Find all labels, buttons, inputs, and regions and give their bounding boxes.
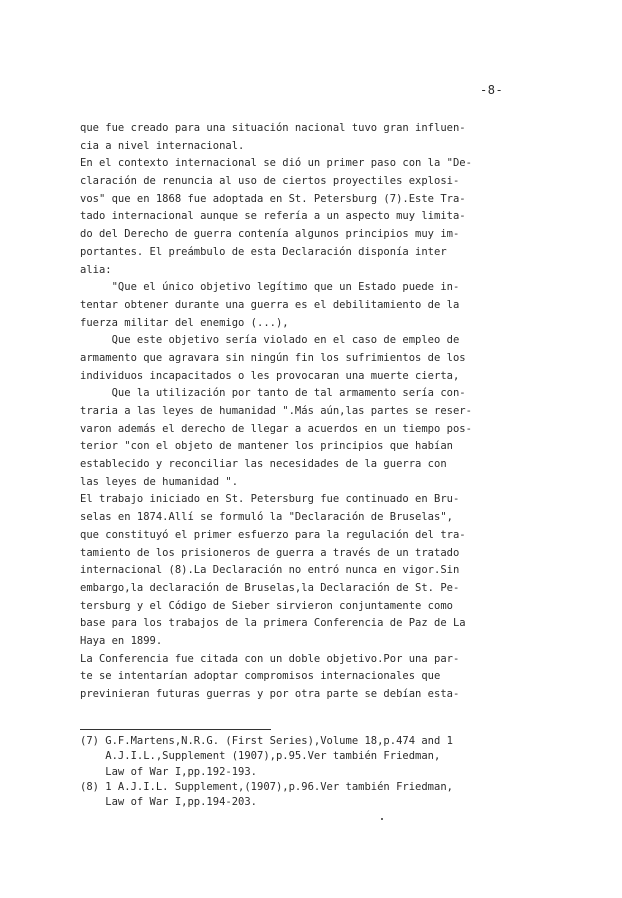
body-line: las leyes de humanidad ". <box>80 475 239 488</box>
body-line: claración de renuncia al uso de ciertos proyectiles explosi- <box>80 175 460 188</box>
body-line: tentar obtener durante una guerra es el debilitamiento de la <box>80 298 460 311</box>
body-line: Que la utilización por tanto de tal armamento sería con- <box>80 387 466 400</box>
footnote-line: Law of War I,pp.194-203. <box>80 796 258 809</box>
body-line: fuerza militar del enemigo (...), <box>80 316 289 329</box>
footnote-line: (7) G.F.Martens,N.R.G. (First Series),Volume 18,p.474 and 1 <box>80 735 453 747</box>
body-text <box>80 120 550 704</box>
body-line: alia: <box>80 263 112 276</box>
footnote-rule <box>80 729 271 730</box>
body-line: tado internacional aunque se refería a un aspecto muy limita- <box>80 210 466 223</box>
body-line: tersburg y el Código de Sieber sirvieron conjuntamente como <box>80 599 453 612</box>
body-line: En el contexto internacional se dió un primer paso con la "De- <box>80 157 472 170</box>
body-line: armamento que agravara sin ningún fin los sufrimientos de los <box>80 351 466 364</box>
footnote-line: (8) 1 A.J.I.L. Supplement,(1907),p.96.Ver también Friedman, <box>80 780 453 793</box>
body-line: Haya en 1899. <box>80 634 163 647</box>
body-line: que constituyó el primer esfuerzo para la regulación del tra- <box>80 528 466 541</box>
body-line: do del Derecho de guerra contenía algunos principios muy im- <box>80 228 460 241</box>
body-line: traria a las leyes de humanidad ".Más aún,las partes se reser- <box>80 405 472 417</box>
body-line: individuos incapacitados o les provocaran una muerte cierta, <box>80 369 460 382</box>
body-line: terior "con el objeto de mantener los principios que habían <box>80 440 453 453</box>
body-line: vos" que en 1868 fue adoptada en St. Petersburg (7).Este Tra- <box>80 192 466 205</box>
footnote-line: Law of War I,pp.192-193. <box>80 765 258 778</box>
body-line: varon además el derecho de llegar a acuerdos en un tiempo pos- <box>80 422 472 435</box>
body-line: establecido y reconciliar las necesidades de la guerra con <box>80 458 447 471</box>
body-line: previnieran futuras guerras y por otra parte se debían esta- <box>80 688 460 700</box>
body-line: portantes. El preámbulo de esta Declaración disponía inter <box>80 245 447 258</box>
body-line: La Conferencia fue citada con un doble objetivo.Por una par- <box>80 652 460 665</box>
footnotes <box>80 734 550 810</box>
body-line: que fue creado para una situación nacional tuvo gran influen- <box>80 122 466 134</box>
body-line: te se intentarían adoptar compromisos internacionales que <box>80 670 441 683</box>
body-line: "Que el único objetivo legítimo que un Estado puede in- <box>80 281 460 294</box>
body-line: embargo,la declaración de Bruselas,la Declaración de St. Pe- <box>80 581 460 594</box>
body-line: tamiento de los prisioneros de guerra a través de un tratado <box>80 546 460 559</box>
body-line: internacional (8).La Declaración no entró nunca en vigor.Sin <box>80 564 460 577</box>
body-line: El trabajo iniciado en St. Petersburg fue continuado en Bru- <box>80 493 460 506</box>
footnote-line: A.J.I.L.,Supplement (1907),p.95.Ver también Friedman, <box>80 750 441 763</box>
page-number: -8- <box>480 83 504 97</box>
stray-dot <box>381 818 383 820</box>
body-line: selas en 1874.Allí se formuló la "Declaración de Bruselas", <box>80 511 453 524</box>
body-line: Que este objetivo sería violado en el caso de empleo de <box>80 334 460 347</box>
body-line: base para los trabajos de la primera Conferencia de Paz de La <box>80 617 466 630</box>
body-line: cia a nivel internacional. <box>80 139 245 152</box>
